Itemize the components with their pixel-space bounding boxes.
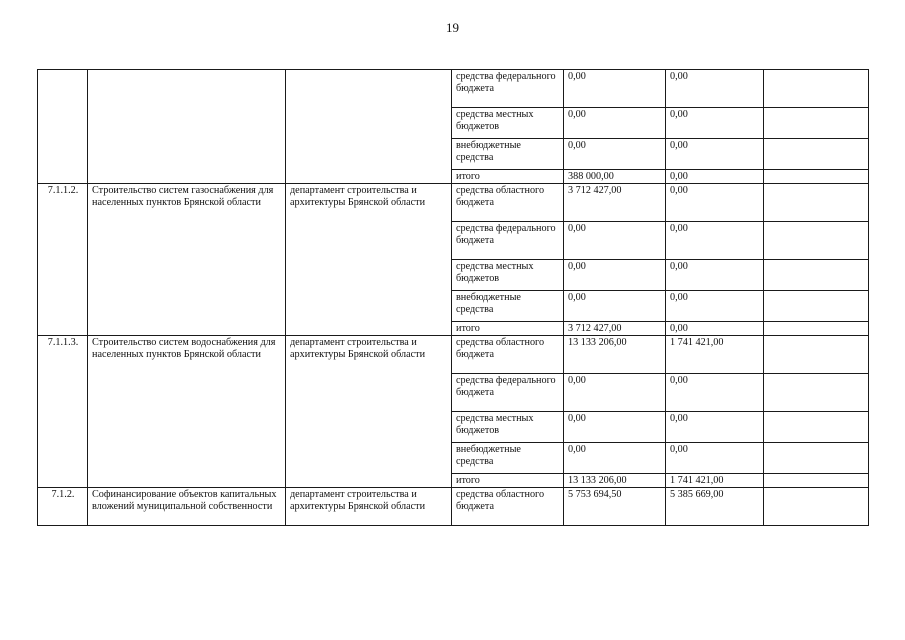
value-cell-1: 0,00: [564, 108, 666, 139]
value-cell-2: 0,00: [666, 170, 764, 184]
value-cell-1: 3 712 427,00: [564, 184, 666, 222]
value-cell-1: 0,00: [564, 139, 666, 170]
value-cell-1: 0,00: [564, 412, 666, 443]
value-cell-1: 0,00: [564, 291, 666, 322]
funding-source-cell: средства местных бюджетов: [452, 108, 564, 139]
extra-cell: [764, 222, 869, 260]
row-executor-cell: департамент строительства и архитектуры Брянской области: [286, 488, 452, 526]
funding-source-cell: внебюджетные средства: [452, 291, 564, 322]
row-name-cell: Строительство систем газоснабжения для населенных пунктов Брянской области: [88, 184, 286, 336]
extra-cell: [764, 170, 869, 184]
value-cell-2: 0,00: [666, 108, 764, 139]
extra-cell: [764, 488, 869, 526]
funding-source-cell: итого: [452, 322, 564, 336]
row-code-cell: 7.1.1.3.: [38, 336, 88, 488]
funding-source-cell: внебюджетные средства: [452, 139, 564, 170]
row-code-cell: 7.1.1.2.: [38, 184, 88, 336]
extra-cell: [764, 474, 869, 488]
funding-source-cell: внебюджетные средства: [452, 443, 564, 474]
extra-cell: [764, 412, 869, 443]
value-cell-2: 0,00: [666, 184, 764, 222]
value-cell-2: 0,00: [666, 222, 764, 260]
extra-cell: [764, 70, 869, 108]
value-cell-1: 388 000,00: [564, 170, 666, 184]
row-name-cell: Строительство систем водоснабжения для населенных пунктов Брянской области: [88, 336, 286, 488]
row-code-cell: [38, 70, 88, 184]
value-cell-2: 0,00: [666, 260, 764, 291]
table-row: [38, 488, 869, 526]
value-cell-2: 0,00: [666, 322, 764, 336]
value-cell-1: 0,00: [564, 70, 666, 108]
row-code-cell: 7.1.2.: [38, 488, 88, 526]
extra-cell: [764, 108, 869, 139]
funding-source-cell: средства федерального бюджета: [452, 222, 564, 260]
extra-cell: [764, 184, 869, 222]
funding-source-cell: средства федерального бюджета: [452, 70, 564, 108]
funding-source-cell: итого: [452, 474, 564, 488]
value-cell-2: 0,00: [666, 291, 764, 322]
row-name-cell: [88, 70, 286, 184]
value-cell-2: 5 385 669,00: [666, 488, 764, 526]
row-executor-cell: департамент строительства и архитектуры Брянской области: [286, 336, 452, 488]
extra-cell: [764, 291, 869, 322]
value-cell-2: 0,00: [666, 412, 764, 443]
value-cell-1: 13 133 206,00: [564, 474, 666, 488]
value-cell-2: 0,00: [666, 70, 764, 108]
row-executor-cell: [286, 70, 452, 184]
value-cell-1: 0,00: [564, 222, 666, 260]
table-row: [38, 336, 869, 374]
value-cell-2: 1 741 421,00: [666, 336, 764, 374]
row-executor-cell: департамент строительства и архитектуры Брянской области: [286, 184, 452, 336]
value-cell-2: 1 741 421,00: [666, 474, 764, 488]
extra-cell: [764, 443, 869, 474]
value-cell-1: 0,00: [564, 443, 666, 474]
value-cell-1: 5 753 694,50: [564, 488, 666, 526]
extra-cell: [764, 260, 869, 291]
value-cell-2: 0,00: [666, 443, 764, 474]
row-name-cell: Софинансирование объектов капитальных вложений муниципальной собственности: [88, 488, 286, 526]
funding-source-cell: средства местных бюджетов: [452, 412, 564, 443]
value-cell-2: 0,00: [666, 139, 764, 170]
funding-source-cell: средства областного бюджета: [452, 184, 564, 222]
extra-cell: [764, 374, 869, 412]
table-row: [38, 184, 869, 222]
funding-source-cell: итого: [452, 170, 564, 184]
funding-source-cell: средства областного бюджета: [452, 336, 564, 374]
value-cell-1: 0,00: [564, 374, 666, 412]
extra-cell: [764, 336, 869, 374]
funding-source-cell: средства федерального бюджета: [452, 374, 564, 412]
page-number: 19: [446, 20, 459, 35]
extra-cell: [764, 322, 869, 336]
value-cell-1: 13 133 206,00: [564, 336, 666, 374]
value-cell-2: 0,00: [666, 374, 764, 412]
funding-source-cell: средства областного бюджета: [452, 488, 564, 526]
table-row: [38, 70, 869, 108]
budget-table: [37, 69, 869, 526]
funding-source-cell: средства местных бюджетов: [452, 260, 564, 291]
extra-cell: [764, 139, 869, 170]
value-cell-1: 3 712 427,00: [564, 322, 666, 336]
value-cell-1: 0,00: [564, 260, 666, 291]
